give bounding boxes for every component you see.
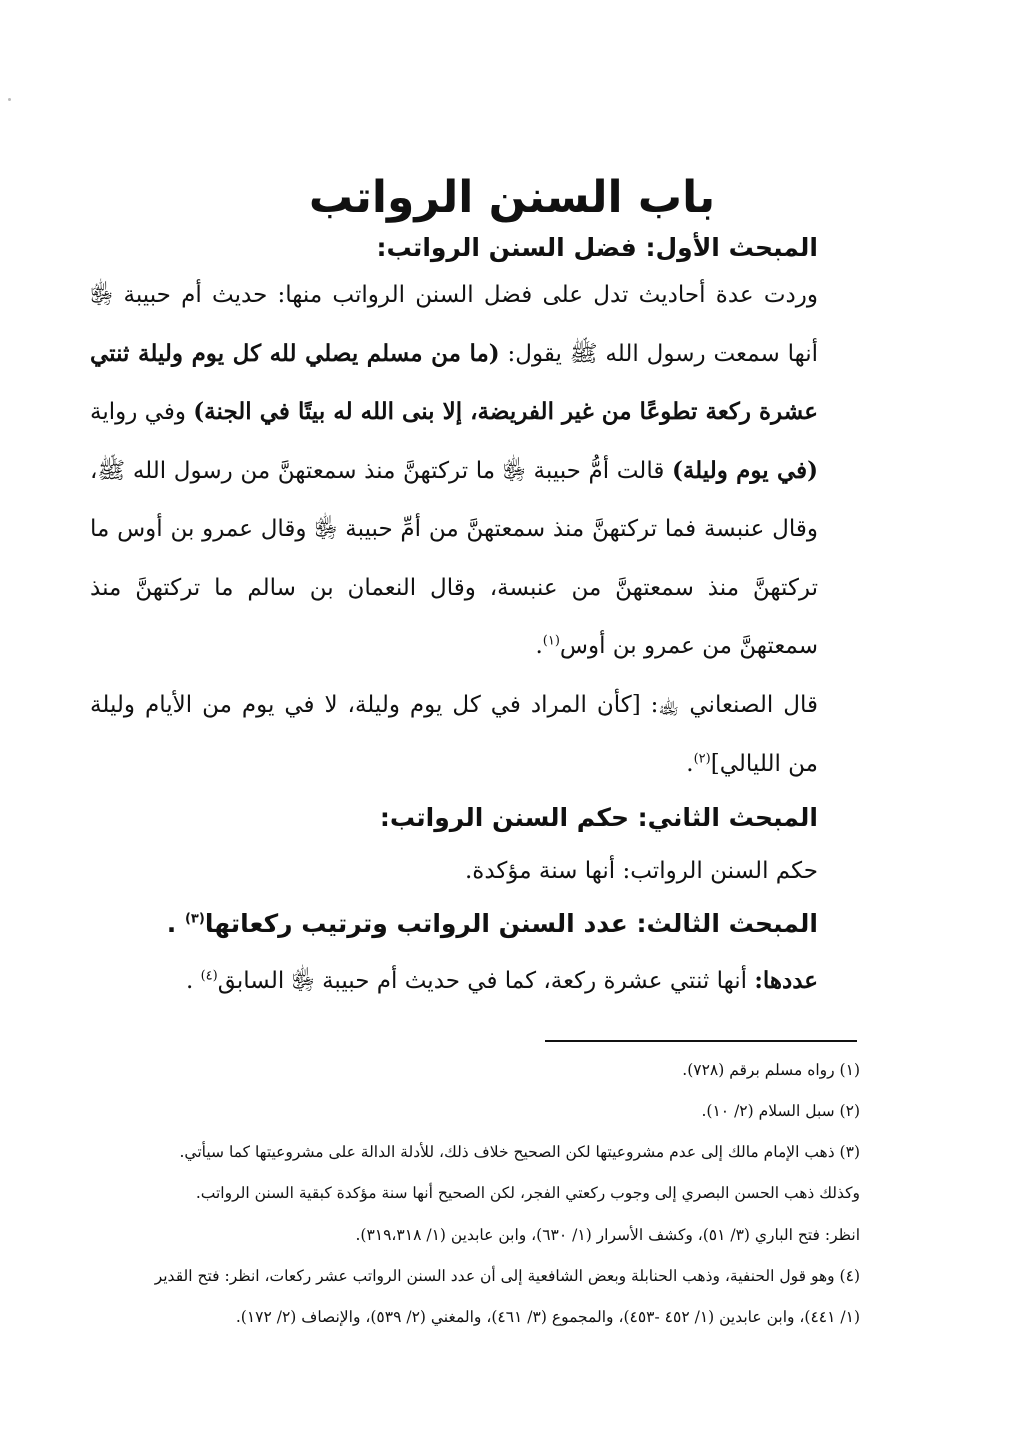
count-label: عددها: bbox=[754, 967, 818, 994]
section-3-heading: المبحث الثالث: عدد السنن الرواتب وترتيب ركعاتها$^{(٣)}$ . bbox=[166, 909, 818, 938]
footnote-ref-3: (٣) bbox=[184, 911, 205, 927]
paragraph-text: وردت عدة أحاديث تدل على فضل السنن الرواتب منها: حديث أم حبيبة ﵂ أنها سمعت رسول الله ﷺ يقول: bbox=[90, 282, 818, 367]
hadith-variant-text: (في يوم وليلة) bbox=[671, 456, 818, 484]
footnote-ref-2: (٢) bbox=[693, 750, 711, 766]
footnote-1: (١) رواه مسلم برقم (٧٢٨). bbox=[682, 1061, 860, 1079]
scan-speck bbox=[8, 98, 11, 101]
chapter-title: باب السنن الرواتب bbox=[308, 172, 716, 223]
footnote-4: (٤) وهو قول الحنفية، وذهب الحنابلة وبعض الشافعية إلى أن عدد السنن الرواتب عشر ركعات، انظر: فتح القدير bbox=[154, 1267, 860, 1285]
section-1-heading: المبحث الأول: فضل السنن الرواتب: bbox=[376, 233, 818, 262]
footnote-4-references: (١/ ٤٤١)، وابن عابدين (١/ ٤٥٢ -٤٥٣)، والمجموع (٣/ ٤٦١)، والمغني (٢/ ٥٣٩)، والإنصاف (٢/ ١٧٢). bbox=[235, 1308, 860, 1326]
paragraph-text: وفي رواية bbox=[90, 399, 194, 425]
section-2-text: حكم السنن الرواتب: أنها سنة مؤكدة. bbox=[465, 858, 818, 884]
footnote-ref-4: (٤) bbox=[200, 968, 218, 984]
section-1-paragraph-1: وردت عدة أحاديث تدل على فضل السنن الرواتب منها: حديث أم حبيبة ﵂ أنها سمعت رسول الله ﷺ يقول: (ما من مسلم يصلي لله كل يوم وليلة ثنتي عشرة ركعة تطوعًا من غير الفريضة، إلا بنى الله له بيتًا في الجنة) وفي رواية (في يوم وليلة) قالت أمُّ حبيبة ﵂ ما تركتهنَّ منذ سمعتهنَّ من رسول الله ﷺ، وقال عنبسة فما تركتهنَّ منذ سمعتهنَّ من أمِّ حبيبة ﵂ وقال عمرو بن أوس ما تركتهنَّ منذ سمعتهنَّ من عنبسة، وقال النعمان بن سالم ما تركتهنَّ منذ سمعتهنَّ من عمرو بن أوس$^{(١)}$. bbox=[90, 282, 818, 659]
section-1-paragraph-2: قال الصنعاني ﵀: [كأن المراد في كل يوم وليلة، لا في يوم من الأيام وليلة من الليالي]$^{(٢)}$. bbox=[90, 692, 818, 777]
heading-text: المبحث الثالث: عدد السنن الرواتب وترتيب ركعاتها bbox=[204, 909, 818, 938]
paragraph-text: قال الصنعاني ﵀: [كأن المراد في كل يوم وليلة، لا في يوم من الأيام وليلة من الليالي] bbox=[90, 692, 818, 777]
section-2-heading: المبحث الثاني: حكم السنن الرواتب: bbox=[379, 803, 818, 832]
footnote-3-continued: وكذلك ذهب الحسن البصري إلى وجوب ركعتي الفجر، لكن الصحيح أنها سنة مؤكدة كبقية السنن الرواتب. bbox=[195, 1184, 860, 1202]
paragraph-text: أنها ثنتي عشرة ركعة، كما في حديث أم حبيبة ﵂ السابق bbox=[217, 968, 755, 994]
section-3-text: عددها: أنها ثنتي عشرة ركعة، كما في حديث أم حبيبة ﵂ السابق$^{(٤)}$ . bbox=[185, 967, 818, 994]
footnote-3-references: انظر: فتح الباري (٣/ ٥١)، وكشف الأسرار (١/ ٦٣٠)، وابن عابدين (١/ ٣١٩،٣١٨). bbox=[355, 1226, 860, 1244]
footnote-2: (٢) سبل السلام (٢/ ١٠). bbox=[701, 1102, 860, 1120]
footnote-ref-1: (١) bbox=[542, 633, 560, 649]
paragraph-text: قالت أمُّ حبيبة ﵂ ما تركتهنَّ منذ سمعتهنَّ من رسول الله ﷺ، وقال عنبسة فما تركتهنَّ منذ سمعتهنَّ من أمِّ حبيبة ﵂ وقال عمرو بن أوس ما تركتهنَّ منذ سمعتهنَّ من عنبسة، وقال النعمان بن سالم ما تركتهنَّ منذ سمعتهنَّ من عمرو بن أوس bbox=[90, 457, 818, 659]
footnote-separator bbox=[545, 1040, 857, 1042]
hadith-text: (ما من مسلم يصلي لله كل يوم وليلة ثنتي عشرة ركعة تطوعًا من غير الفريضة، إلا بنى الله له بيتًا في الجنة) bbox=[90, 339, 818, 425]
footnote-3: (٣) ذهب الإمام مالك إلى عدم مشروعيتها لكن الصحيح خلاف ذلك، للأدلة الدالة على مشروعيتها كما سيأتي. bbox=[179, 1143, 860, 1161]
